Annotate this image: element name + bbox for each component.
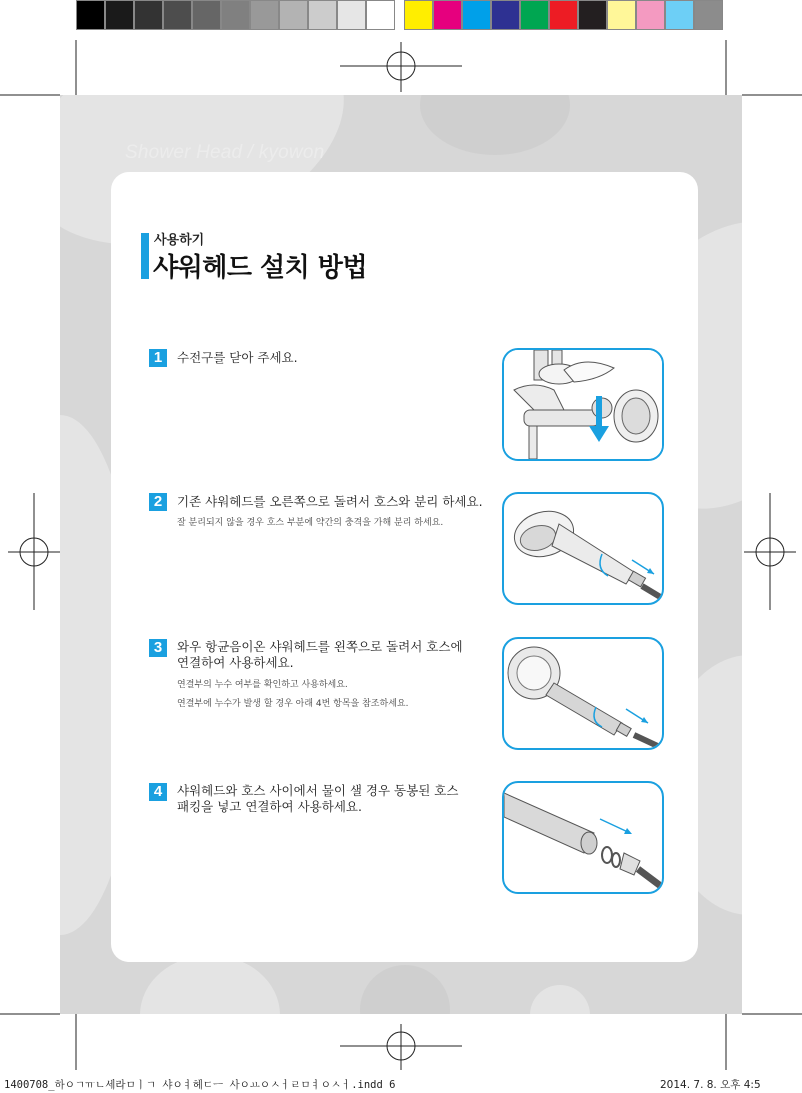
- decorative-shape: [140, 955, 280, 1014]
- step-3-note-2: 연결부에 누수가 발생 할 경우 아래 4번 항목을 참조하세요.: [177, 699, 409, 709]
- page-title: 샤워헤드 설치 방법: [153, 253, 368, 283]
- step-3-illustration: [502, 637, 664, 750]
- step-3-text-line1: 와우 항균음이온 샤워헤드를 왼쪽으로 돌려서 호스에: [177, 639, 463, 654]
- step-number-4: 4: [149, 783, 167, 801]
- registration-mark-icon: [340, 42, 462, 92]
- step-4-illustration: [502, 781, 664, 894]
- rotate-arrow-icon: [600, 819, 632, 834]
- step-number-2: 2: [149, 493, 167, 511]
- step-number-1: 1: [149, 349, 167, 367]
- step-3-note-1: 연결부의 누수 여부를 확인하고 사용하세요.: [177, 680, 348, 690]
- registration-mark-icon: [340, 1024, 462, 1070]
- step-1-illustration: [502, 348, 664, 461]
- step-4-text-line2: 패킹을 넣고 연결하여 사용하세요.: [177, 799, 362, 814]
- decorative-shape: [360, 965, 450, 1014]
- footer-timestamp: 2014. 7. 8. 오후 4:5: [660, 1079, 761, 1091]
- step-4-text-line1: 샤워헤드와 호스 사이에서 물이 샐 경우 동봉된 호스: [177, 783, 459, 798]
- title-accent-bar: [141, 233, 149, 279]
- step-2-illustration: [502, 492, 664, 605]
- footer-filename: 1400708_하ㅇㄱㅠㄴ세라ㅁㅣㄱ 샤ㅇㅕ헤ㄷㅡ 사ㅇㅛㅇㅅㅓㄹㅁㅕㅇㅅㅓ.indd 6: [4, 1079, 396, 1091]
- decorative-shape: [530, 985, 590, 1014]
- registration-mark-icon: [744, 493, 796, 610]
- step-2-note: 잘 분리되지 않을 경우 호스 부분에 약간의 충격을 가해 분리 하세요.: [177, 518, 444, 528]
- step-number-3: 3: [149, 639, 167, 657]
- step-1-text: 수전구를 닫아 주세요.: [177, 350, 298, 365]
- step-3-text-line2: 연결하여 사용하세요.: [177, 655, 294, 670]
- section-subtitle: 사용하기: [154, 233, 205, 248]
- registration-mark-icon: [8, 493, 60, 610]
- page-header-text: Shower Head / kyowon: [125, 142, 325, 163]
- decorative-shape: [420, 95, 570, 155]
- step-2-text: 기존 샤워헤드를 오른쪽으로 돌려서 호스와 분리 하세요.: [177, 494, 483, 509]
